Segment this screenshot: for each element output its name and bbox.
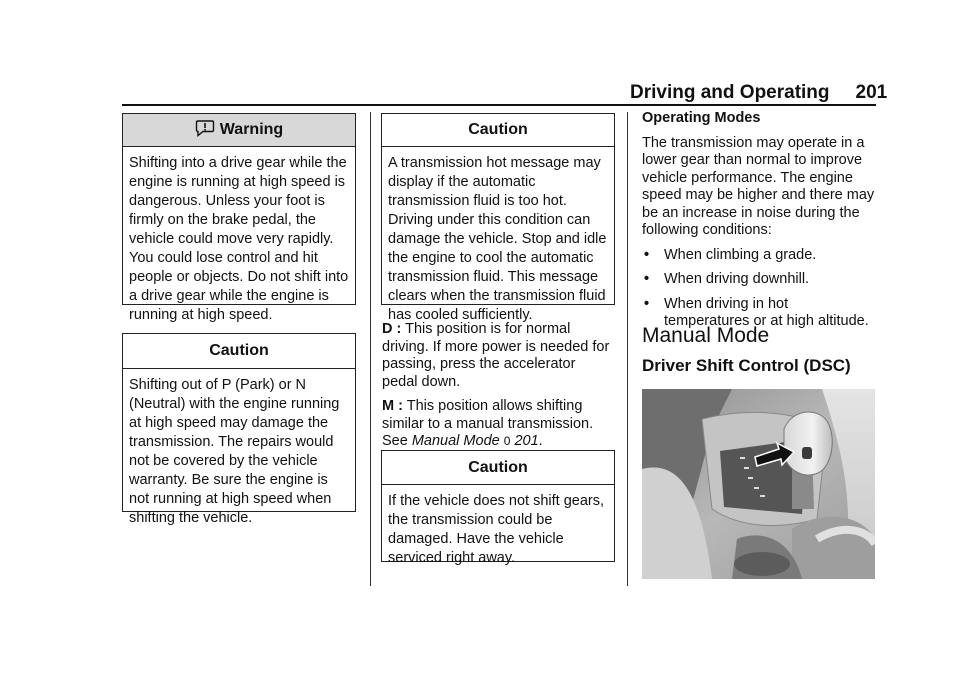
manual-mode-link[interactable] [412,433,539,449]
caution-text: If the vehicle does not shift gears, the transmission could be damaged. Have the vehicle serviced right away. [388,493,605,566]
page-number: 201 [855,82,888,103]
caution-box-hot [381,113,615,323]
warning-text: Shifting into a drive gear while the engine is running at high speed is dangerous. Unless your foot is firmly on the brake pedal, the vehicle could move very rapidly. You could lose control and hit people or objects. Do not shift into a drive gear while the engine is running at high speed. [129,155,349,323]
column-divider-right [627,112,628,586]
list-item [642,247,876,265]
operating-modes-intro: The transmission may operate in a lower gear than normal to improve vehicle performance. The engine speed may be higher and there may be an increase in noise during the following conditions: [642,134,875,238]
manual-mode-heading: Manual Mode [642,324,770,347]
position-descriptions [382,321,612,458]
d-position-label: D : [382,321,402,337]
caution-text: A transmission hot message may display if the automatic transmission fluid is too hot. Driving under this condition can damage the vehicle. Stop and idle the engine to cool the automatic transmission fluid. This message clears when the transmission fluid has cooled sufficiently. [388,155,607,323]
header-rule [122,104,876,106]
caution-box-park-header [123,334,355,369]
bullet-icon: • [644,246,650,263]
d-position-paragraph [382,321,612,391]
caution-box-shift-header [382,451,614,485]
operating-modes-section [642,110,876,338]
caution-title: Caution [209,342,269,359]
ref-period: . [538,433,543,449]
column-divider-left [370,112,371,586]
section-title: Driving and Operating [630,82,830,103]
bullet-icon: • [644,271,650,287]
warning-icon [195,119,215,142]
m-position-label: M : [382,398,403,414]
manual-mode-ref-title: Manual Mode [411,433,500,449]
see-text: See [382,433,408,449]
list-item [642,271,876,289]
page-ref-icon: 0 [503,434,511,448]
warning-box [122,113,356,323]
driver-shift-control-heading: Driver Shift Control (DSC) [642,356,851,375]
manual-mode-ref-page: 201 [514,433,539,449]
m-position-paragraph [382,398,612,451]
shifter-illustration [642,389,875,579]
page-header [630,82,888,104]
list-item-text: When climbing a grade. [664,246,817,263]
bullet-icon: • [644,295,650,312]
d-position-text: This position is for normal driving. If more power is needed for passing, press the accelerator pedal down. [382,321,610,390]
m-position-text: This position allows shifting similar to a manual transmission. [382,398,594,432]
operating-modes-heading: Operating Modes [642,110,761,126]
list-item-text: When driving downhill. [664,271,810,287]
warning-title: Warning [219,121,284,138]
caution-text: Shifting out of P (Park) or N (Neutral) with the engine running at high speed may damage the transmission. The repairs would not be covered by the vehicle warranty. Be sure the engine is not running at high speed when shifting the vehicle. [129,377,340,526]
caution-box-hot-header [382,114,614,147]
caution-box-park [122,333,356,526]
warning-box-header [123,114,355,147]
caution-title: Caution [468,458,528,476]
caution-title: Caution [468,121,528,138]
caution-box-shift [381,450,615,566]
list-item-text: When driving in hot temperatures or at high altitude. [664,295,869,329]
